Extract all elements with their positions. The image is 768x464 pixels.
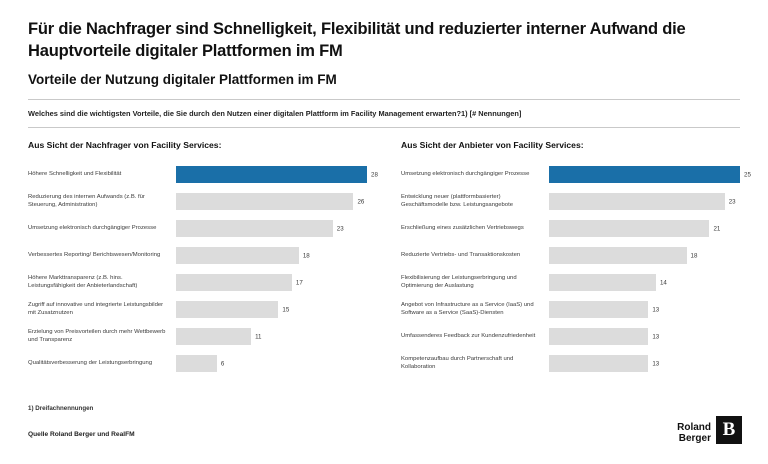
bar-value: 13 — [652, 360, 660, 368]
table-row — [28, 326, 367, 347]
bar-value: 14 — [659, 279, 667, 287]
bar-track — [176, 355, 367, 372]
bar-value: 15 — [282, 306, 290, 314]
logo-text — [677, 422, 711, 444]
bar-value: 17 — [295, 279, 303, 287]
bar-fill — [549, 193, 725, 210]
bar-label: Kompetenzaufbau durch Partnerschaft und Kollaboration — [401, 356, 514, 370]
bar-label: Zugriff auf innovative und integrierte Leistungsbilder mit Zusatznutzen — [28, 302, 164, 316]
bar-value: 23 — [728, 198, 736, 206]
bar-value: 28 — [371, 171, 378, 179]
bar-value: 13 — [652, 306, 660, 314]
bar-track — [549, 247, 740, 264]
table-row — [28, 164, 378, 185]
bar-track — [549, 220, 740, 237]
page-title: Für die Nachfrager sind Schnelligkeit, Flexibilität und reduzierter interner Aufwand die Hauptvorteile digitaler Plattformen im FM — [28, 20, 686, 61]
bar-track — [549, 301, 740, 318]
bar-value: 26 — [357, 198, 365, 206]
bar-fill — [549, 166, 740, 183]
bar-label: Reduzierte Vertriebs- und Transaktionskosten — [401, 252, 521, 259]
table-row — [401, 218, 740, 239]
bar-fill — [176, 274, 292, 291]
bar-label: Erzielung von Preisvorteilen durch mehr Wettbewerb und Transparenz — [28, 329, 166, 343]
bar-track — [176, 166, 378, 183]
divider-question — [28, 127, 740, 128]
bar-track — [549, 274, 740, 291]
bar-label: Höhere Markttransparenz (z.B. hins. Leistungsfähigkeit der Anbieterlandschaft) — [28, 275, 138, 289]
chart-title-supply: Aus Sicht der Anbieter von Facility Services: — [401, 140, 584, 151]
page-subtitle: Vorteile der Nutzung digitaler Plattformen im FM — [28, 72, 337, 88]
bar-label: Qualitätsverbesserung der Leistungserbringung — [28, 360, 153, 367]
bar-label: Angebot von Infrastructure as a Service (IaaS) und Software as a Service (SaaS)-Diensten — [401, 302, 534, 316]
survey-question: Welches sind die wichtigsten Vorteile, die Sie durch den Nutzen einer digitalen Plattform im Facility Management erwarten?1) [# Nennungen] — [28, 109, 522, 119]
footnote: 1) Dreifachnennungen — [28, 405, 94, 412]
bar-fill — [176, 328, 251, 345]
table-row — [28, 218, 367, 239]
bar-track — [176, 274, 367, 291]
chart-supply-side — [401, 140, 751, 374]
logo-line-2: Berger — [678, 432, 711, 444]
bar-fill — [549, 274, 656, 291]
bar-label: Reduzierung des internen Aufwands (z.B. für Steuerung, Administration) — [28, 194, 145, 208]
bar-value: 25 — [744, 171, 751, 179]
source-note: Quelle Roland Berger und RealFM — [28, 431, 135, 438]
table-row — [401, 245, 740, 266]
bar-fill — [549, 220, 709, 237]
table-row — [28, 353, 367, 374]
table-row — [401, 272, 740, 293]
bar-track — [176, 301, 367, 318]
bar-track — [176, 247, 367, 264]
bar-fill — [549, 355, 648, 372]
bar-label: Umfassenderes Feedback zur Kundenzufriedenheit — [401, 333, 536, 340]
bars-supply — [401, 164, 751, 374]
bar-track — [176, 193, 367, 210]
bar-track — [549, 193, 740, 210]
bar-value: 6 — [220, 360, 225, 368]
bar-fill — [176, 166, 367, 183]
table-row — [401, 353, 740, 374]
bar-value: 11 — [255, 333, 262, 341]
bar-track — [549, 328, 740, 345]
bar-track — [549, 166, 751, 183]
bar-fill — [549, 247, 687, 264]
bar-fill — [176, 301, 278, 318]
bar-fill — [549, 301, 648, 318]
bar-value: 21 — [713, 225, 721, 233]
bar-label: Entwicklung neuer (plattformbasierter) Geschäftsmodelle bzw. Leistungsangebote — [401, 194, 513, 208]
bars-demand — [28, 164, 378, 374]
divider-top — [28, 99, 740, 100]
chart-title-demand: Aus Sicht der Nachfrager von Facility Services: — [28, 140, 222, 151]
bar-fill — [176, 247, 299, 264]
bar-label: Erschließung eines zusätzlichen Vertriebswegs — [401, 225, 524, 232]
bar-label: Verbessertes Reporting/ Berichtswesen/Monitoring — [28, 252, 161, 259]
table-row — [28, 245, 367, 266]
bar-fill — [176, 355, 217, 372]
bar-label: Umsetzung elektronisch durchgängiger Prozesse — [401, 171, 530, 178]
bar-fill — [176, 220, 333, 237]
bar-value: 18 — [690, 252, 698, 260]
chart-demand-side — [28, 140, 378, 374]
table-row — [401, 299, 740, 320]
bar-value: 23 — [336, 225, 344, 233]
bar-value: 18 — [302, 252, 310, 260]
table-row — [28, 191, 367, 212]
bar-track — [549, 355, 740, 372]
logo — [677, 416, 742, 444]
table-row — [28, 272, 367, 293]
logo-mark-icon: B — [716, 416, 742, 444]
table-row — [401, 191, 740, 212]
bar-fill — [176, 193, 353, 210]
charts-container — [28, 140, 751, 374]
bar-label: Umsetzung elektronisch durchgängiger Prozesse — [28, 225, 157, 232]
bar-track — [176, 328, 367, 345]
bar-track — [176, 220, 367, 237]
bar-fill — [549, 328, 648, 345]
table-row — [28, 299, 367, 320]
table-row — [401, 326, 740, 347]
bar-label: Höhere Schnelligkeit und Flexibilität — [28, 171, 122, 178]
bar-label: Flexibilisierung der Leistungserbringung und Optimierung der Auslastung — [401, 275, 517, 289]
bar-value: 13 — [652, 333, 660, 341]
logo-line-1: Roland — [677, 421, 711, 433]
table-row — [401, 164, 751, 185]
